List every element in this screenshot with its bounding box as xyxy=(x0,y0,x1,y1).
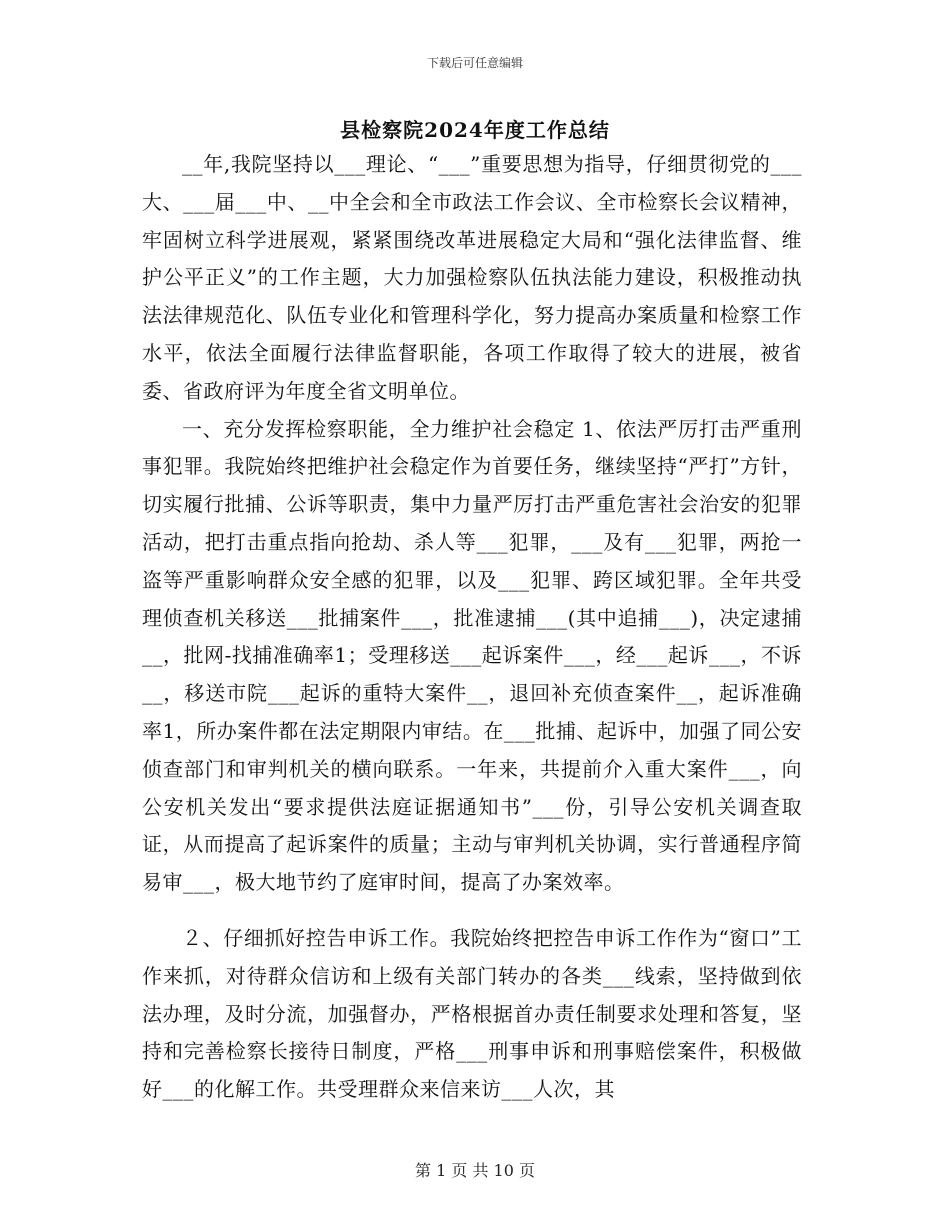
document-title: 县检察院2024年度工作总结 xyxy=(340,118,610,142)
document-body xyxy=(142,146,802,1109)
paragraph-section-two: ２、仔细抓好控告申诉工作。我院始终把控告申诉工作作为“窗口”工作来抓，对待群众信访和上级有关部门转办的各类___线索，坚持做到依法办理，及时分流，加强督办，严格根据首办责任制要求处理和答复，坚持和完善检察长接待日制度，严格___刑事申诉和刑事赔偿案件，积极做好___的化解工作。共受理群众来信来访___人次，其 xyxy=(142,925,802,1102)
paragraph-section-one: 一、充分发挥检察职能，全力维护社会稳定 1、依法严厉打击严重刑事犯罪。我院始终把维护社会稳定作为首要任务，继续坚持“严打”方针，切实履行批捕、公诉等职责，集中力量严厉打击严重危害社会治安的犯罪活动，把打击重点指向抢劫、杀人等___犯罪，___及有___犯罪，两抢一盗等严重影响群众安全感的犯罪，以及___犯罪、跨区域犯罪。全年共受理侦查机关移送___批捕案件___，批准逮捕___(其中追捕___)，决定逮捕__，批网-找捕准确率1；受理移送___起诉案件___，经___起诉___，不诉__，移送市院___起诉的重特大案件__，退回补充侦查案件__，起诉准确率1，所办案件都在法定期限内审结。在___批捕、起诉中，加强了同公安侦查部门和审判机关的横向联系。一年来，共提前介入重大案件___，向公安机关发出“要求提供法庭证据通知书”___份，引导公安机关调查取证，从而提高了起诉案件的质量；主动与审判机关协调，实行普通程序简易审___，极大地节约了庭审时间，提高了办案效率。 xyxy=(142,416,802,895)
page-footer-indicator: 第 1 页 共 10 页 xyxy=(415,1161,535,1180)
page-header-note: 下载后可任意编辑 xyxy=(426,56,523,70)
paragraph-intro: __年,我院坚持以___理论、“___”重要思想为指导，仔细贯彻党的___大、___届___中、__中全会和全市政法工作会议、全市检察长会议精神，牢固树立科学进展观，紧紧围绕改革进展稳定大局和“强化法律监督、维护公平正义”的工作主题，大力加强检察队伍执法能力建设，积极推动执法法律规范化、队伍专业化和管理科学化，努力提高办案质量和检察工作水平，依法全面履行法律监督职能，各项工作取得了较大的进展，被省委、省政府评为年度全省文明单位。 xyxy=(142,152,802,403)
